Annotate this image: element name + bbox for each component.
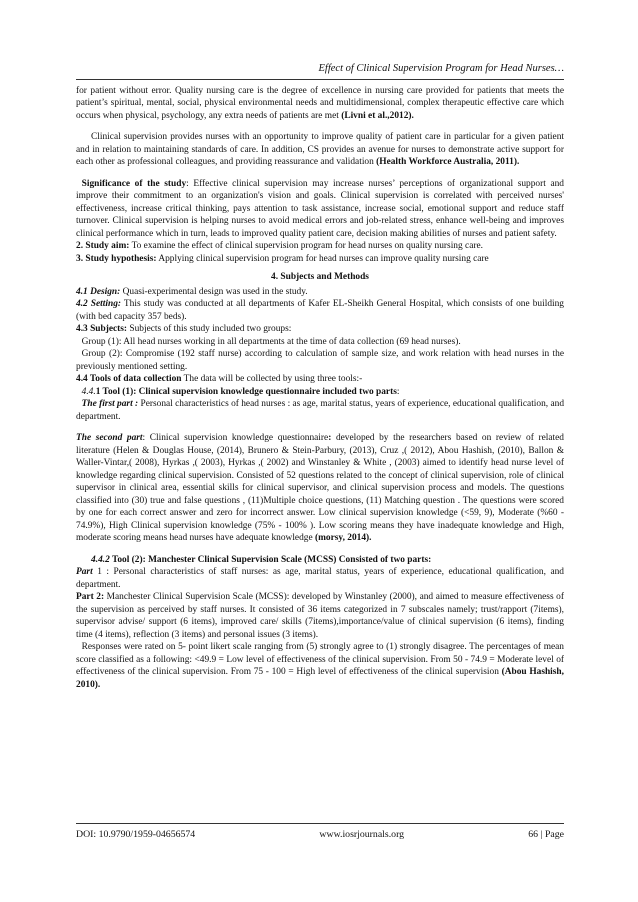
- page-body: [76, 62, 564, 691]
- footer-page-number: 66 | Page: [528, 829, 564, 840]
- second-part-ref: (morsy, 2014).: [314, 533, 372, 544]
- second-part-colon: :: [142, 433, 146, 444]
- tool-2-text: Tool (2): Manchester Clinical Supervision Scale (MCSS) Consisted of two parts:: [109, 554, 432, 565]
- study-aim-text: To examine the effect of clinical supervision program for head nurses on quality nursing care.: [129, 241, 483, 252]
- subjects-text: Subjects of this study included two groups:: [129, 324, 292, 335]
- tool-1-num: 4.4.: [81, 386, 96, 397]
- responses-ref: (Abou Hashish, 2010).: [76, 667, 564, 690]
- intro-paragraph-1: [76, 85, 564, 123]
- first-part-label: The first part :: [81, 399, 139, 410]
- part-2-label: Part 2:: [76, 592, 105, 603]
- second-part-label: The second part: [76, 433, 143, 444]
- subjects-label: 4.3 Subjects:: [76, 324, 128, 335]
- tool-1-colon: :: [396, 386, 400, 397]
- part-1-text: 1 : Personal characteristics of staff nurses: as age, marital status, years of experience, educational qualification, and department.: [76, 567, 564, 590]
- tools-line: [76, 373, 564, 386]
- group-1: Group (1): All head nurses working in all departments at the time of data collection (69 head nurses).: [81, 336, 461, 347]
- study-hypothesis: [76, 253, 564, 266]
- section-heading: 4. Subjects and Methods: [271, 272, 369, 283]
- design-label: 4.1 Design:: [76, 286, 121, 297]
- tool-2-heading: [76, 554, 564, 567]
- design-line: [76, 286, 564, 299]
- study-hypothesis-label: 3. Study hypothesis:: [76, 253, 157, 264]
- second-part-colon-2: :: [328, 433, 332, 444]
- setting-label: 4.2 Setting:: [76, 299, 122, 310]
- part-2-paragraph: [76, 591, 564, 641]
- responses-text: Responses were rated on 5- point likert scale ranging from (5) strongly agree to (1) strongly disagree. The percentages of mean score classified as a following: <49.9 = Low level of effectiveness of the clinical supervision. From 50 - 74.9 = Moderate level of effectiveness of the clinical supervision. From 75 - 100 = High level of effectiveness of the clinical supervision: [76, 642, 564, 678]
- second-part-text: Clinical supervision knowledge questionnaire: [145, 433, 329, 444]
- intro-p1-ref: (Livni et al.,2012).: [341, 110, 414, 121]
- intro-p2-text: Clinical supervision provides nurses with an opportunity to improve quality of patient care in particular for a given patient and in relation to maintaining standards of care. In addition, CS provides an avenue for nurses to demonstrate active support for each other as professional colleagues, and providing reassurance and validation: [76, 132, 564, 168]
- setting-line: [76, 298, 564, 323]
- intro-p2-ref: (Health Workforce Australia, 2011).: [376, 157, 520, 168]
- study-aim-label: 2. Study aim:: [76, 241, 130, 252]
- tool-1-heading: [76, 386, 564, 399]
- significance-paragraph: [76, 178, 564, 241]
- tool-2-num: 4.4.2: [91, 554, 110, 565]
- part-1-line: [76, 566, 564, 591]
- first-part-text: Personal characteristics of head nurses : as age, marital status, years of experience, educational qualification, and department.: [76, 399, 565, 422]
- first-part-line: [76, 398, 564, 423]
- design-text: Quasi-experimental design was used in the study.: [120, 286, 308, 297]
- responses-paragraph: [76, 641, 564, 691]
- footer-site[interactable]: www.iosrjournals.org: [319, 829, 405, 840]
- tools-text: The data will be collected by using three tools:-: [181, 374, 363, 385]
- setting-text: This study was conducted at all departments of Kafer EL-Sheikh General Hospital, which consists of one building (with bed capacity 357 beds).: [76, 299, 564, 322]
- intro-p1-text: for patient without error. Quality nursing care is the degree of excellence in nursing care provided for patients that meets the patient’s spiritual, mental, social, physical environmental needs and multidimensional, complex therapeutic effective care which occurs when physical, psychology, any extra needs of patients are met: [76, 85, 564, 121]
- part-1-label: Part: [76, 567, 93, 578]
- significance-text: : Effective clinical supervision may increase nurses’ perceptions of organizational support and improve their commitment to an organization's vision and goals. Clinical supervision is correlated with perceived nurses' effectiveness, increase critical thinking, pays attention to task assistance, increase social, emotional support and reduce staff turnover. Clinical supervision is helping nurses to avoid medical errors and job-related stress, enhance well-being and improves clinical performance which in turn, leads to improved quality patient care, decision making abilities of nurses and patient safety.: [76, 178, 564, 239]
- footer-doi: DOI: 10.9790/1959-04656574: [76, 829, 196, 840]
- page-footer: [76, 823, 564, 841]
- significance-label: Significance of the study: [81, 178, 187, 189]
- second-part-paragraph: [76, 432, 564, 545]
- second-part-body: developed by the researchers based on review of related literature (Helen & Douglas House, (2014), Brunero & Stein-Parbury, (2013), Cruz ,( 2012), Abou Hashish, (2010), Ballon & Waller-Vintar,( 2008), Hyrkas ,( 2003), Hyrkas ,( 2002) and Winstanley & White , (2003) aimed to identify head nurse level of knowledge regarding clinical supervision. Consisted of 52 questions related to the concept of clinical supervision, role of clinical supervisor in clinical area, essential skills for clinical supervisor, and clinical supervision process and models. The questions classified into (30) true and false questions , (11)Multiple choice questions, (11) Matching question . The questions were scored by one for each correct answer and zero for incorrect answer. Low clinical supervision knowledge (<59, 9), Moderate (%60 - 74.9%), High Clinical supervision knowledge (75% - 100% ). Low scoring means they have inadequate knowledge and High, moderate scoring means head nurses have adequate knowledge: [76, 433, 564, 544]
- intro-paragraph-2: [76, 131, 564, 169]
- group-2: Group (2): Compromise (192 staff nurse) according to calculation of sample size, and work relation with head nurses in the previously mentioned setting.: [76, 349, 564, 372]
- tool-1-text: 1 Tool (1): Clinical supervision knowledge questionnaire included two parts: [95, 386, 397, 397]
- subjects-line: [76, 323, 564, 336]
- tools-label: 4.4 Tools of data collection: [76, 374, 182, 385]
- study-aim: [76, 240, 564, 253]
- part-2-text: Manchester Clinical Supervision Scale (MCSS): developed by Winstanley (2000), and aimed to measure effectiveness of the supervision as perceived by staff nurses. It consisted of 36 items categorized in 7 subscales namely; trust/rapport (7items), supervisor advise/ support (6 items), improved care/ skills (7items),importance/value of clinical supervision (6 items), finding time (4 items), reflection (3 items) and personal issues (3 items).: [76, 592, 564, 640]
- study-hypothesis-text: Applying clinical supervision program for head nurses can improve quality nursing care: [156, 253, 489, 264]
- running-head: Effect of Clinical Supervision Program for Head Nurses…: [76, 62, 564, 80]
